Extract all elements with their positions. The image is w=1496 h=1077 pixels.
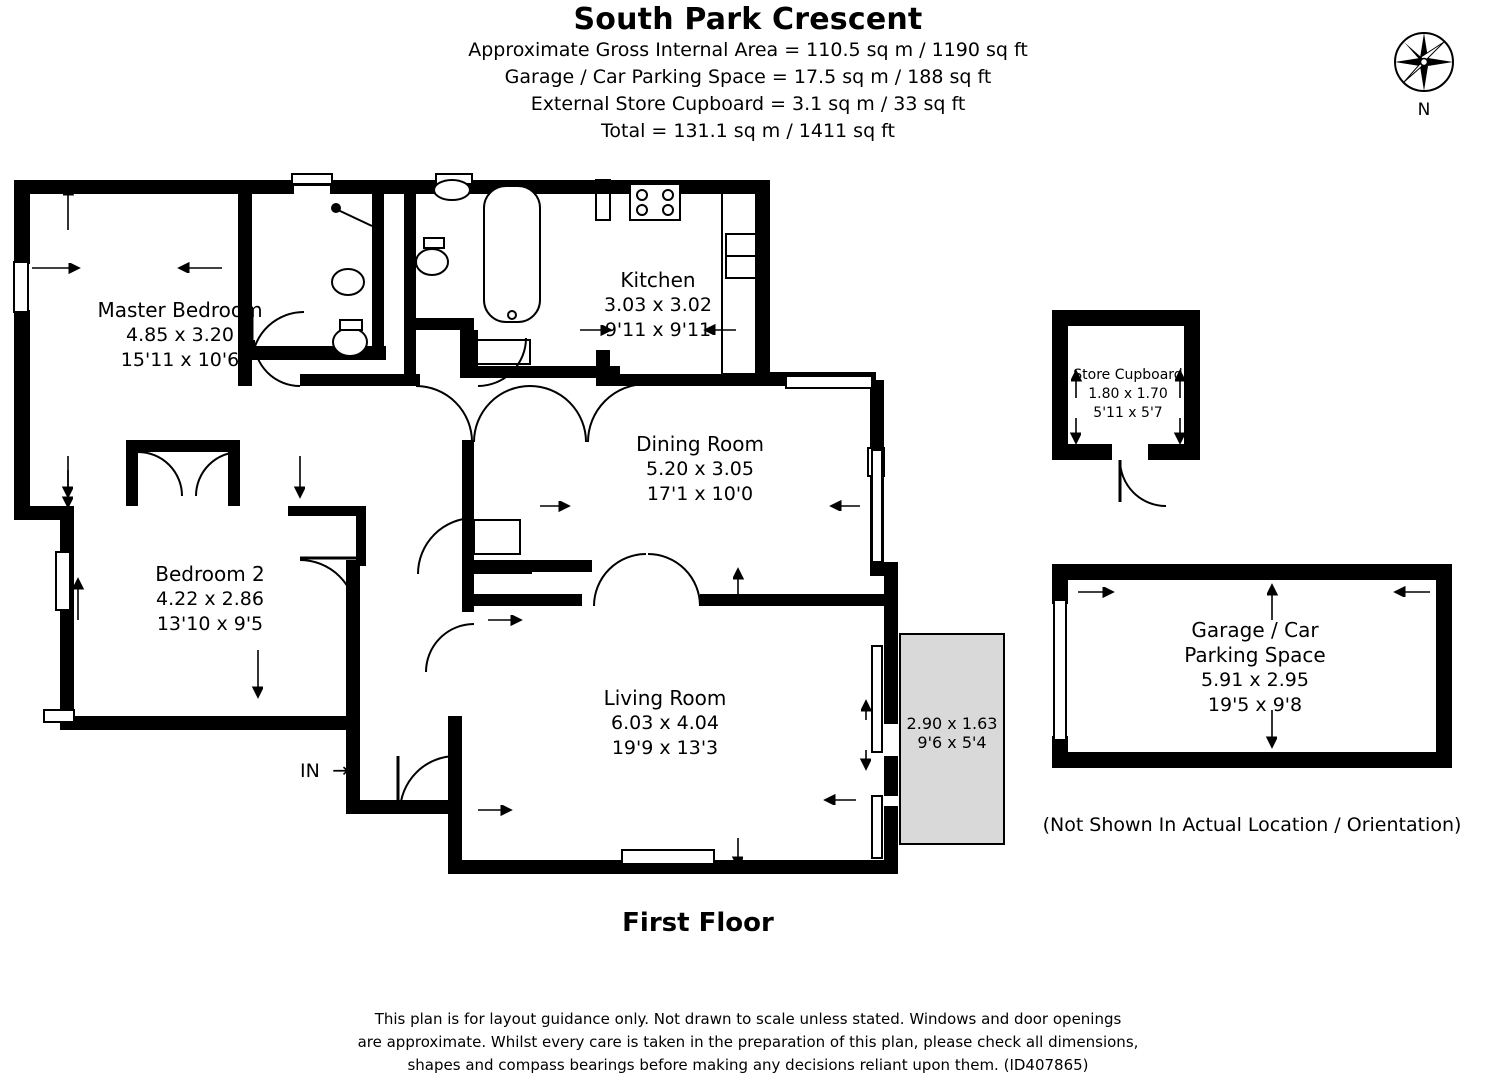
room-imperial-store-cupboard: 5'11 x 5'7 bbox=[1093, 405, 1163, 421]
room-imperial-dining-room: 17'1 x 10'0 bbox=[646, 483, 754, 505]
room-label-dining-room bbox=[570, 432, 830, 507]
room-label-living-room bbox=[530, 686, 800, 761]
area-line-1: Approximate Gross Internal Area = 110.5 sq m / 1190 sq ft bbox=[468, 39, 1028, 61]
plan-header bbox=[0, 0, 1496, 145]
room-metric-living-room: 6.03 x 4.04 bbox=[611, 712, 719, 734]
room-name-garage-line1: Garage / Car bbox=[1191, 618, 1319, 642]
room-label-garage bbox=[1130, 618, 1380, 718]
disclaimer bbox=[248, 1008, 1248, 1077]
floor-label: First Floor bbox=[622, 908, 774, 938]
room-label-bedroom-2 bbox=[80, 562, 340, 637]
room-metric-balcony: 2.90 x 1.63 bbox=[906, 714, 998, 733]
entrance-label: IN bbox=[300, 760, 320, 782]
room-name-store-cupboard: Store Cupboard bbox=[1073, 367, 1183, 383]
garage-door bbox=[1054, 600, 1066, 740]
room-metric-dining-room: 5.20 x 3.05 bbox=[646, 458, 754, 480]
room-imperial-garage: 19'5 x 9'8 bbox=[1207, 694, 1303, 716]
room-imperial-bedroom-2: 13'10 x 9'5 bbox=[156, 613, 264, 635]
compass-rose bbox=[1390, 28, 1458, 128]
room-metric-master-bedroom: 4.85 x 3.20 bbox=[126, 324, 234, 346]
room-name-living-room: Living Room bbox=[603, 686, 727, 710]
room-label-kitchen bbox=[548, 268, 768, 343]
room-imperial-living-room: 19'9 x 13'3 bbox=[611, 737, 719, 759]
room-name-garage-line2: Parking Space bbox=[1184, 643, 1326, 667]
room-name-dining-room: Dining Room bbox=[636, 432, 764, 456]
room-imperial-kitchen: 9'11 x 9'11 bbox=[604, 319, 712, 341]
room-imperial-balcony: 9'6 x 5'4 bbox=[917, 733, 987, 752]
entrance-arrow-icon: → bbox=[325, 758, 349, 782]
entrance-marker bbox=[300, 758, 370, 782]
room-label-balcony bbox=[896, 714, 1008, 752]
garage-location-note: (Not Shown In Actual Location / Orientation) bbox=[1042, 814, 1462, 836]
store-cupboard-door bbox=[1120, 460, 1166, 506]
area-line-4: Total = 131.1 sq m / 1411 sq ft bbox=[601, 120, 895, 142]
room-metric-kitchen: 3.03 x 3.02 bbox=[604, 294, 712, 316]
disclaimer-line-3: shapes and compass bearings before making any decisions reliant upon them. (ID407865) bbox=[407, 1056, 1089, 1074]
disclaimer-line-1: This plan is for layout guidance only. Not drawn to scale unless stated. Windows and door openings bbox=[374, 1010, 1122, 1028]
area-line-2: Garage / Car Parking Space = 17.5 sq m / 188 sq ft bbox=[504, 66, 992, 88]
area-line-3: External Store Cupboard = 3.1 sq m / 33 sq ft bbox=[530, 93, 966, 115]
floor-plan-drawing bbox=[0, 150, 1496, 940]
room-name-kitchen: Kitchen bbox=[620, 268, 696, 292]
room-name-bedroom-2: Bedroom 2 bbox=[155, 562, 265, 586]
room-metric-garage: 5.91 x 2.95 bbox=[1201, 669, 1309, 691]
room-label-master-bedroom bbox=[40, 298, 320, 373]
compass-north-label: N bbox=[1417, 100, 1431, 120]
disclaimer-line-2: are approximate. Whilst every care is taken in the preparation of this plan, please check all dimensions, bbox=[357, 1033, 1139, 1051]
compass-icon bbox=[1390, 28, 1458, 96]
room-metric-store-cupboard: 1.80 x 1.70 bbox=[1088, 386, 1168, 402]
room-imperial-master-bedroom: 15'11 x 10'6 bbox=[120, 349, 240, 371]
room-metric-bedroom-2: 4.22 x 2.86 bbox=[156, 588, 264, 610]
page-title: South Park Crescent bbox=[573, 2, 923, 37]
room-label-store-cupboard bbox=[1048, 366, 1208, 423]
room-name-master-bedroom: Master Bedroom bbox=[97, 298, 263, 322]
